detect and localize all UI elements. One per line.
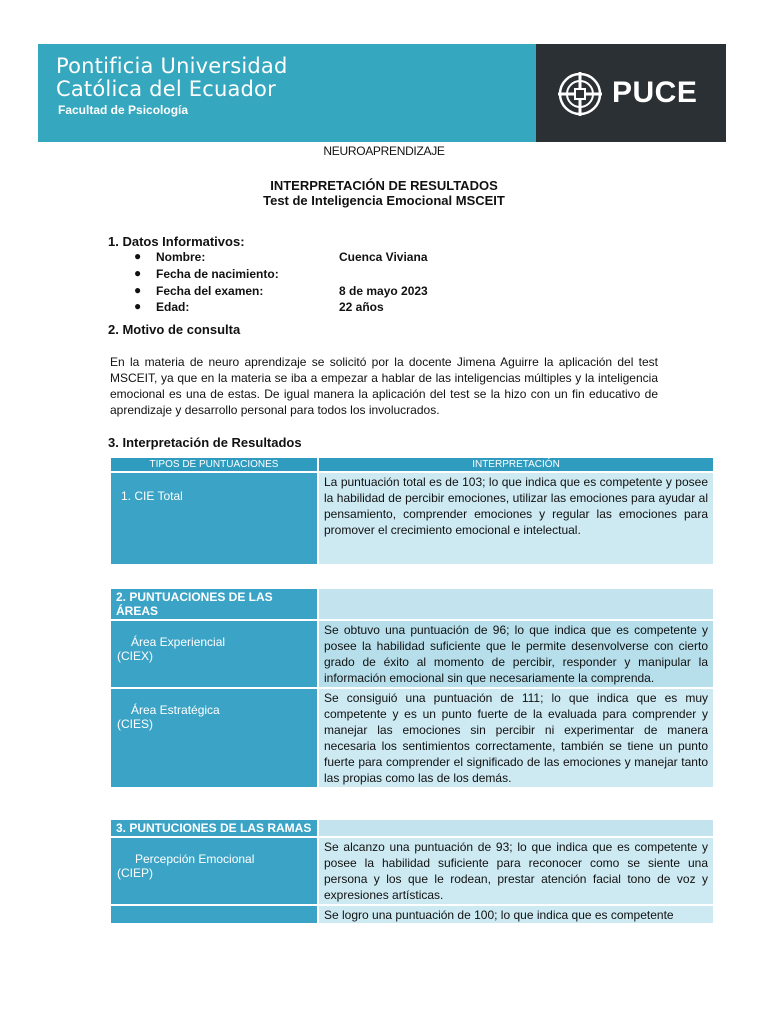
document-subtitle: Test de Inteligencia Emocional MSCEIT — [263, 193, 505, 208]
info-value: 22 años — [339, 300, 384, 314]
section1-heading: 1. Datos Informativos: — [108, 234, 245, 249]
area-interpretation: Se consiguió una puntuación de 111; lo que indica que es muy competente y es un punto fuerte de la evaluada para comprender y manejar las emociones sin percibir ni experimentar de manera necesaria los sentimientos correctamente, también se tiene un punto fuerte para comprender el significado de las emociones y manejar tanto las propias como las de los demás. — [319, 689, 713, 787]
bullet-icon: ● — [134, 249, 142, 263]
areas-heading: 2. PUNTUACIONES DE LAS ÁREAS — [111, 589, 317, 619]
branch-interpretation: Se logro una puntuación de 100; lo que indica que es competente — [319, 906, 713, 923]
bullet-icon: ● — [134, 283, 142, 297]
area-label — [111, 689, 317, 787]
branch-label — [111, 838, 317, 904]
row-interpretation: La puntuación total es de 103; lo que indica que es competente y posee la habilidad de percibir emociones, utilizar las emociones para ayudar al pensamiento, comprender emociones y regular las emociones para promover el crecimiento emocional e intelectual. — [319, 473, 713, 564]
info-value: 8 de mayo 2023 — [339, 284, 428, 298]
area-interpretation: Se obtuvo una puntuación de 96; lo que indica que es competente y posee la habilidad suficiente que le permite desenvolverse con cierto grado de éxito al momento de percibir, responder y manipular la información emocional sin que necesariamente la comprenda. — [319, 621, 713, 687]
section3-heading: 3. Interpretación de Resultados — [108, 435, 302, 450]
header-banner — [38, 44, 726, 142]
document-title: INTERPRETACIÓN DE RESULTADOS — [270, 178, 498, 193]
table-header: TIPOS DE PUNTUACIONES — [111, 458, 317, 471]
info-label: Fecha de nacimiento: — [156, 267, 279, 281]
branches-heading: 3. PUNTUCIONES DE LAS RAMAS — [111, 820, 317, 836]
branch-name: Percepción Emocional — [135, 852, 255, 866]
area-name: Área Experiencial — [131, 635, 226, 649]
areas-heading-blank — [319, 589, 713, 619]
area-code: (CIES) — [117, 717, 153, 731]
table-header: INTERPRETACIÓN — [319, 458, 713, 471]
university-name-line1: Pontificia Universidad — [56, 54, 288, 78]
info-label: Nombre: — [156, 250, 206, 264]
branches-table — [109, 818, 715, 925]
subject-name: NEUROAPRENDIZAJE — [323, 144, 445, 158]
puce-logo-text: PUCE — [612, 76, 698, 109]
info-value: Cuenca Viviana — [339, 250, 428, 264]
bullet-icon: ● — [134, 266, 142, 280]
puce-logo — [536, 44, 726, 142]
area-code: (CIEX) — [117, 649, 153, 663]
section2-heading: 2. Motivo de consulta — [108, 322, 241, 337]
info-label: Edad: — [156, 300, 190, 314]
areas-table — [109, 587, 715, 789]
consultation-reason-text: En la materia de neuro aprendizaje se solicitó por la docente Jimena Aguirre la aplicación del test MSCEIT, ya que en la materia se iba a empezar a hablar de las inteligencias múltiples y la inteligencia emocional es una de estas. De igual manera la aplicación del test se la hizo con un fin educativo de aprendizaje y desarrollo personal para todos los involucrados. — [110, 355, 658, 417]
total-score-table — [109, 456, 715, 566]
row-label: 1. CIE Total — [111, 473, 317, 564]
branch-interpretation: Se alcanzo una puntuación de 93; lo que indica que es competente y posee la habilidad suficiente para reconocer como se siente una persona y los que le rodean, prestar atención facial tono de voz y expresiones artísticas. — [319, 838, 713, 904]
branch-label — [111, 906, 317, 923]
area-name: Área Estratégica — [131, 703, 220, 717]
branch-code: (CIEP) — [117, 866, 153, 880]
bullet-icon: ● — [134, 299, 142, 313]
faculty-name: Facultad de Psicología — [58, 103, 189, 117]
info-label: Fecha del examen: — [156, 284, 264, 298]
university-name-line2: Católica del Ecuador — [56, 77, 276, 101]
puce-emblem-icon — [556, 70, 604, 118]
area-label — [111, 621, 317, 687]
university-block — [38, 44, 536, 142]
branches-heading-blank — [319, 820, 713, 836]
